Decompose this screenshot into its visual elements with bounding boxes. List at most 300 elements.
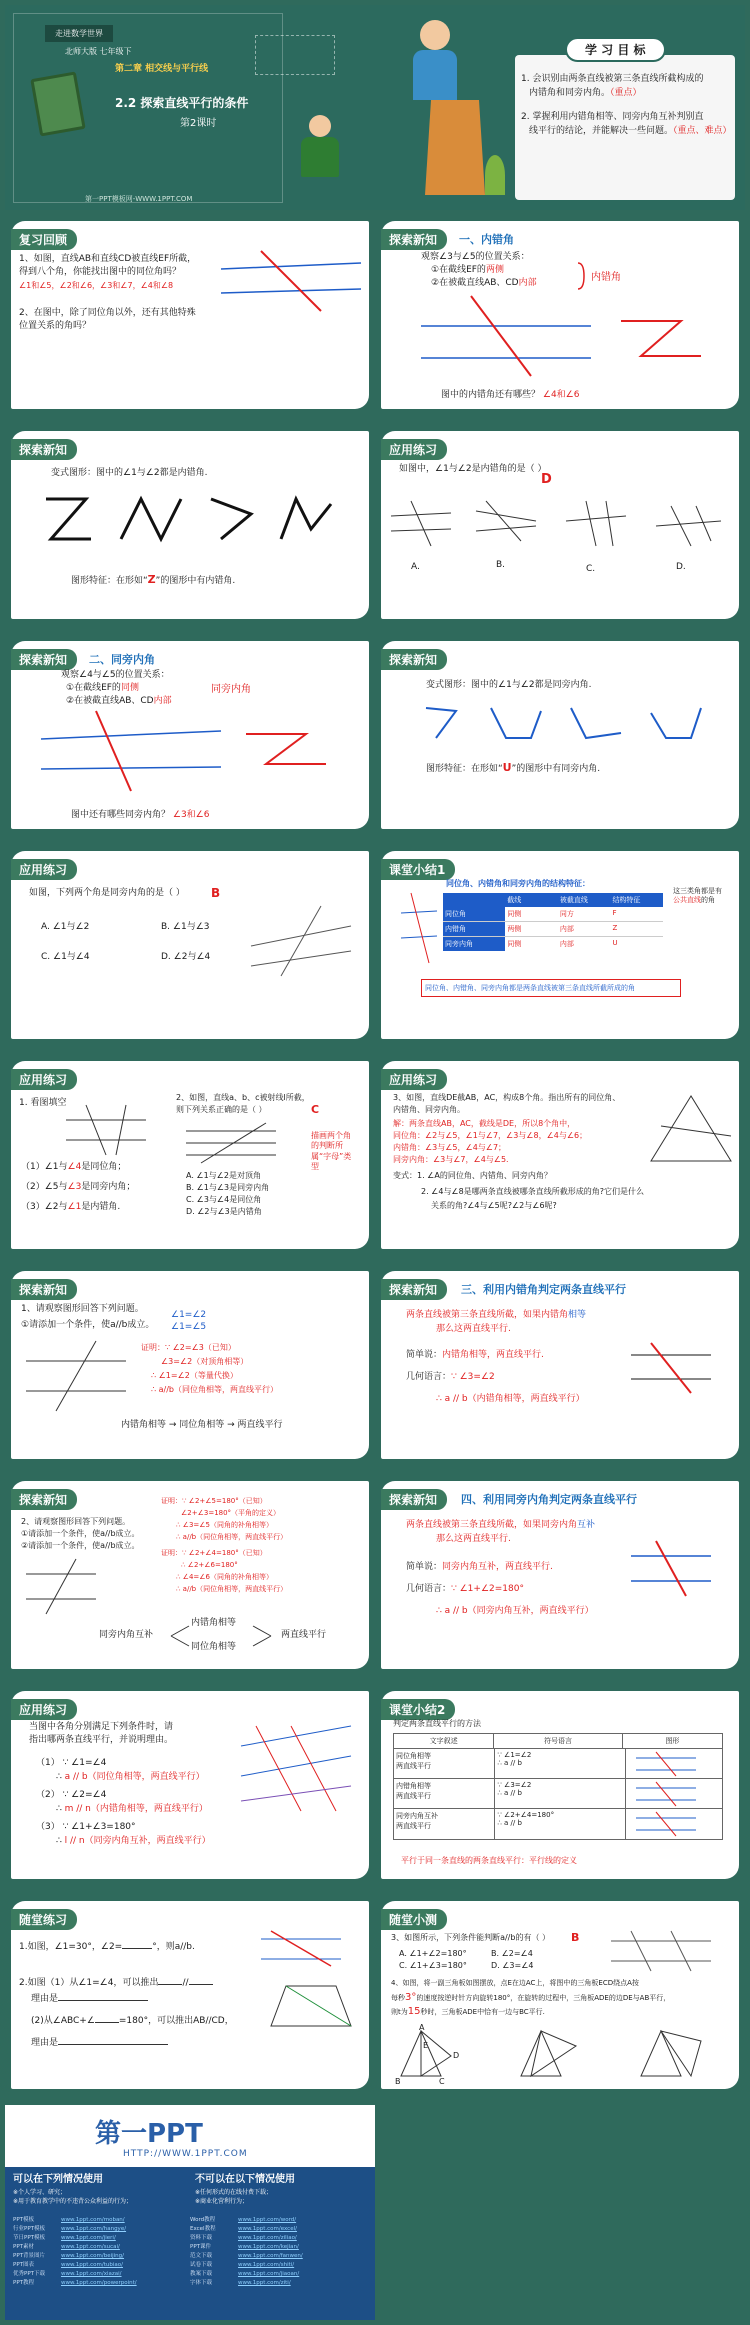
- geo-given: ∵ ∠3=∠2: [451, 1372, 495, 1382]
- cond-1: ①在截线EF的: [66, 683, 121, 693]
- question-answer: ∠3和∠6: [172, 810, 210, 820]
- slide-proof-2: [5, 1475, 375, 1675]
- col-header: 图形: [665, 1737, 680, 1745]
- footer-link[interactable]: [190, 2260, 367, 2268]
- slide-header: 探索新知: [381, 1489, 447, 1510]
- slide-header: 探索新知: [381, 649, 447, 670]
- footer-info: [5, 2167, 375, 2320]
- slide-header: 随堂练习: [11, 1909, 77, 1930]
- feature-end: ”的图形中有内错角.: [155, 576, 236, 586]
- footer-link-url[interactable]: www.1ppt.com/hangye/: [61, 2226, 127, 2232]
- q2-blank-1[interactable]: [158, 1984, 182, 1985]
- table-row: [443, 907, 663, 922]
- footer-link-url[interactable]: www.1ppt.com/excel/: [238, 2226, 297, 2232]
- fill-3-end: 是内错角.: [81, 1202, 121, 1212]
- side-tip: [311, 1131, 355, 1173]
- footer-link[interactable]: [13, 2269, 190, 2277]
- slide-alternate-angles: [375, 215, 745, 415]
- cell: 同侧: [507, 940, 522, 948]
- footer-link-url[interactable]: www.1ppt.com/jiaoan/: [238, 2271, 300, 2277]
- chain-mid-2: 同位角相等: [191, 1642, 237, 1652]
- cell: ∵ ∠2+∠4=180°: [497, 1811, 555, 1819]
- slide-quiz: [375, 1895, 745, 2095]
- footer-link[interactable]: [13, 2251, 190, 2259]
- col-header: 符号语言: [494, 1734, 623, 1748]
- site-credit: 第一PPT模板网-WWW.1PPT.COM: [85, 195, 193, 203]
- slide-same-side-angles: [5, 635, 375, 835]
- row-figure: [636, 1812, 696, 1836]
- condition-1: ∠1=∠2: [171, 1310, 207, 1320]
- cell: ∵ ∠3=∠2: [497, 1781, 532, 1789]
- q3-end: =180°，可以推出AB//CD，: [118, 2016, 234, 2026]
- footer-link-url[interactable]: www.1ppt.com/tubiao/: [61, 2262, 123, 2268]
- item-3-therefore: ∴: [56, 1836, 62, 1846]
- summary-table: [443, 893, 663, 951]
- summary-figure: [401, 893, 437, 963]
- grid-lines-figure: [241, 1726, 351, 1811]
- slide-summary-1: [375, 845, 745, 1045]
- fill-3: （3）∠2与: [21, 1202, 68, 1212]
- answer-0: 解：两条直线AB，AC，截线是DE，所以8个角中，: [393, 1119, 576, 1128]
- answer-3: 同旁内角：∠3与∠7，∠4与∠5.: [393, 1155, 509, 1164]
- question-text: 当图中各角分别满足下列条件时，请: [29, 1722, 174, 1732]
- footer-links: [13, 2215, 367, 2286]
- goal-2-num: 2.: [521, 112, 530, 122]
- footer-link-url[interactable]: www.1ppt.com/ziti/: [238, 2280, 291, 2286]
- item-2: （2） ∵ ∠2=∠4: [36, 1790, 107, 1800]
- row-figure: [636, 1782, 696, 1806]
- methods-table: [393, 1733, 723, 1840]
- simple-text: 同旁内角互补，两直线平行.: [442, 1562, 553, 1572]
- slide-rule-alternate: [375, 1265, 745, 1465]
- q3-reason-blank[interactable]: [58, 2044, 168, 2045]
- proof-3: ∴ a//b（同位角相等，两直线平行）: [151, 1385, 279, 1394]
- slide-header: 探索新知: [381, 229, 447, 250]
- forbidden-title: 不可以在以下情况使用: [195, 2174, 295, 2185]
- cell: 两直线平行: [396, 1822, 431, 1830]
- q1-figure: [261, 1931, 341, 1966]
- allowed-1: ※个人学习、研究；: [13, 2189, 67, 2196]
- option-c: C. ∠1与∠4: [41, 952, 90, 962]
- proof-5: ∴ ∠2+∠6=180°: [181, 1561, 238, 1569]
- triangle-figure: [651, 1096, 731, 1166]
- cond-1: ①在截线EF的: [431, 265, 486, 275]
- question-text: 如图，下列两个角是同旁内角的是（ ）: [29, 888, 185, 898]
- slide-proof-1: [5, 1265, 375, 1465]
- variant-1: 2. ∠4与∠8是哪两条直线被哪条直线所截形成的角?它们是什么: [421, 1187, 644, 1196]
- footer-link[interactable]: [190, 2215, 367, 2223]
- footer-brand: [5, 2105, 375, 2165]
- q1-answer: B: [571, 1931, 580, 1944]
- footer-link[interactable]: [190, 2242, 367, 2250]
- chain-mid-1: 内错角相等: [191, 1618, 237, 1628]
- col-header: 结构特征: [612, 896, 641, 904]
- option-a: A.: [411, 562, 420, 572]
- section-title: 2.2 探索直线平行的条件: [115, 96, 249, 110]
- item-1-therefore: ∴: [56, 1772, 62, 1782]
- footer-link-url[interactable]: www.1ppt.com/shiti/: [238, 2262, 295, 2268]
- col-header: [443, 893, 505, 907]
- exercise-figure: [251, 906, 351, 976]
- slide-header: 课堂小结2: [381, 1699, 455, 1720]
- simple-label: 简单说：: [406, 1562, 443, 1572]
- q2-blank-2[interactable]: [189, 1984, 213, 1985]
- footer-link-label: PPT素材: [13, 2244, 34, 2250]
- section-subtitle: 一、内错角: [459, 233, 514, 246]
- answer-2: 内错角：∠3与∠5，∠4与∠7；: [393, 1143, 507, 1152]
- cell: 同方: [559, 910, 574, 918]
- fill-2-end: 是同旁内角；: [81, 1182, 136, 1192]
- goal-2-text-b: 线平行的结论，并能解决一些问题。: [529, 126, 674, 136]
- term-label: 同旁内角: [211, 684, 251, 695]
- footer-link-label: Word教程: [190, 2217, 216, 2223]
- footer-link[interactable]: [13, 2233, 190, 2241]
- cell: 内部: [559, 940, 574, 948]
- summary-footnote: 平行于同一条直线的两条直线平行：平行线的定义: [401, 1856, 577, 1865]
- footer-link-url[interactable]: www.1ppt.com/sucai/: [61, 2244, 120, 2250]
- q3-blank[interactable]: [95, 2022, 119, 2023]
- footer-link-url[interactable]: www.1ppt.com/beijing/: [61, 2253, 125, 2259]
- q1-text: 1.如图，∠1=30°，∠2=: [19, 1942, 123, 1952]
- footer-link-label: PPT图表: [13, 2262, 34, 2268]
- u-shape-figure: [246, 729, 326, 769]
- slide-header: 探索新知: [11, 1489, 77, 1510]
- option-b: B.: [496, 560, 506, 570]
- goal-1-text-b: 内错角和同旁内角。: [529, 88, 611, 98]
- chain-arrows-icon: [171, 1621, 291, 1651]
- footer-link[interactable]: [13, 2260, 190, 2268]
- option-d: D.: [676, 562, 686, 572]
- cell: 同位角相等: [396, 1752, 431, 1760]
- q1-blank[interactable]: [122, 1948, 152, 1949]
- variant-text: 变式图形：图中的∠1与∠2都是同旁内角.: [426, 680, 592, 690]
- q2-rate: 3°: [405, 1992, 417, 2003]
- slide-header: 应用练习: [381, 439, 447, 460]
- option-d: D. ∠2与∠4: [161, 952, 211, 962]
- col-header: 被截直线: [559, 896, 588, 904]
- simple-text: 内错角相等，两直线平行.: [442, 1350, 544, 1360]
- slide-header: 探索新知: [11, 649, 77, 670]
- q2-option-d: D. ∠2与∠3是内错角: [186, 1207, 262, 1216]
- brace-icon: [576, 263, 588, 289]
- footer-link[interactable]: [13, 2242, 190, 2250]
- cell: 同位角: [443, 907, 505, 921]
- chalk-doodle-icon: [255, 35, 335, 75]
- table-row: [443, 922, 663, 937]
- chain-start: 同旁内角互补: [99, 1630, 154, 1640]
- q3-reason: 理由是: [31, 2038, 59, 2048]
- q1-end: °，则a//b.: [152, 1942, 195, 1952]
- proof-4: 证明：∵ ∠2+∠4=180°（已知）: [161, 1549, 267, 1557]
- footer-link-url[interactable]: www.1ppt.com/powerpoint/: [61, 2280, 137, 2286]
- cell: 两侧: [507, 925, 522, 933]
- forbidden-1: ※任何形式的在线付费下载；: [195, 2189, 273, 2196]
- goal-1-tag: （重点）: [610, 88, 642, 98]
- item-2-answer: m // n（内错角相等，两直线平行）: [64, 1804, 208, 1814]
- slide-u-variants: [375, 635, 745, 835]
- question-2b: 位置关系的角吗？: [19, 321, 92, 331]
- proof-1: ∠2+∠3=180°（平角的定义）: [181, 1509, 281, 1517]
- q1-option-a: A. ∠1+∠2=180°: [399, 1949, 467, 1958]
- cell: 同旁内角互补: [396, 1812, 438, 1820]
- rule-line-1: 两条直线被第三条直线所截，如果同旁内角: [406, 1520, 578, 1530]
- chain-end: 两直线平行: [281, 1630, 327, 1640]
- question-1: ①请添加一个条件，使a//b成立。: [21, 1529, 140, 1538]
- answer-1: 同位角：∠2与∠5，∠1与∠7，∠3与∠8，∠4与∠6；: [393, 1131, 588, 1140]
- cell: 同旁内角: [443, 937, 505, 951]
- goal-2-tag: （重点、难点）: [673, 126, 732, 136]
- item-1-answer: a // b（同位角相等，两直线平行）: [64, 1772, 205, 1782]
- col-header: 文字叙述: [394, 1734, 494, 1748]
- goal-1-text: 会识别由两条直线被第三条直线所截构成的: [532, 74, 704, 84]
- question-1: ①请添加一个条件，使a//b成立。: [21, 1320, 155, 1330]
- footer-link[interactable]: [190, 2278, 367, 2286]
- proof-7: ∴ a//b（同位角相等，两直线平行）: [176, 1585, 288, 1593]
- footer-link-label: PPT背景图片: [13, 2253, 45, 2259]
- slide-exercise-4: [375, 1055, 745, 1255]
- footer-link-label: 教案下载: [190, 2271, 213, 2277]
- question-text: 1、请观察图形回答下列问题。: [21, 1304, 144, 1314]
- q2-parallel: //: [182, 1978, 189, 1988]
- item-3-answer: l // n（同旁内角互补，两直线平行）: [64, 1836, 211, 1846]
- slide-header: 随堂小测: [381, 1909, 447, 1930]
- triangles-figure: [391, 2026, 731, 2081]
- series-tag: 走进数学世界: [45, 25, 113, 42]
- brand-logo: 第一PPT: [95, 2119, 203, 2149]
- row-figure: [636, 1752, 696, 1776]
- cell: F: [612, 909, 617, 917]
- footer-link[interactable]: [190, 2269, 367, 2277]
- lesson-label: 第2课时: [180, 118, 217, 129]
- slide-exercise-1: [375, 425, 745, 625]
- question-text: 如图中，∠1与∠2是内错角的是（ ）: [399, 464, 547, 474]
- brand-url: HTTP://WWW.1PPT.COM: [123, 2149, 248, 2159]
- cell: ∴ a // b: [497, 1759, 522, 1767]
- fill-1-end: 是同位角；: [81, 1162, 127, 1172]
- proof-3: ∴ a//b（同位角相等，两直线平行）: [176, 1533, 288, 1541]
- footer-link[interactable]: [190, 2224, 367, 2232]
- answer-letter: B: [211, 886, 221, 900]
- vertex-c: C: [439, 2077, 445, 2086]
- footer-link-label: 试卷下载: [190, 2262, 213, 2268]
- question-2: ②请添加一个条件，使a//b成立。: [21, 1541, 140, 1550]
- geo-label: 几何语言：: [406, 1372, 452, 1382]
- cond-2-key: 内部: [518, 278, 537, 288]
- z-variants-figure: [41, 489, 331, 549]
- question-1: 1、如图，直线AB和直线CD被直线EF所截，: [19, 254, 197, 264]
- option-b: B. ∠1与∠3: [161, 922, 210, 932]
- observe-text: 观察∠3与∠5的位置关系：: [421, 252, 530, 262]
- footer-link-label: 行业PPT模板: [13, 2226, 45, 2232]
- footer-link-url[interactable]: www.1ppt.com/ziliao/: [238, 2235, 297, 2241]
- side-note-a: 这三类角都是有: [673, 887, 722, 895]
- footer-link-url[interactable]: www.1ppt.com/word/: [238, 2217, 297, 2223]
- proof-2: ∴ ∠3=∠5（同角的补角相等）: [176, 1521, 274, 1529]
- q2-option-c: C. ∠3与∠4是同位角: [186, 1195, 262, 1204]
- cond-2-key: 内部: [153, 696, 172, 706]
- footer-link-url[interactable]: www.1ppt.com/kejian/: [238, 2244, 299, 2250]
- parallel-lines-figure: [221, 251, 361, 311]
- fill-2-answer: ∠3: [67, 1182, 82, 1192]
- slide-header: 应用练习: [11, 859, 77, 880]
- side-note-key: 公共直线: [673, 896, 701, 905]
- table-row: [443, 937, 663, 951]
- edition-label: 北师大版 七年级下: [65, 47, 132, 56]
- fill-1-answer: ∠4: [67, 1162, 82, 1172]
- plant-icon: [485, 155, 505, 195]
- side-note-b: 的角: [701, 896, 715, 905]
- footer-link-label: 字体下载: [190, 2280, 213, 2286]
- vertex-b: B: [395, 2077, 401, 2086]
- slide-summary-2: [375, 1685, 745, 1885]
- geo-result: ∴ a // b（内错角相等，两直线平行）: [436, 1394, 585, 1404]
- proof-1: ∠3=∠2（对顶角相等）: [161, 1357, 249, 1366]
- footer-link-url[interactable]: www.1ppt.com/moban/: [61, 2217, 125, 2223]
- section-subtitle: 四、利用同旁内角判定两条直线平行: [461, 1493, 637, 1506]
- footer-link-label: 范文下载: [190, 2253, 213, 2259]
- question-text-b: 指出哪两条直线平行，并说明理由。: [29, 1735, 174, 1745]
- slide-header: 探索新知: [11, 1279, 77, 1300]
- cell: 内错角: [443, 922, 505, 936]
- feature-text: 图形特征：在形如“: [71, 576, 148, 586]
- table-row: [394, 1779, 722, 1809]
- slide-exercise-5: [5, 1685, 375, 1885]
- item-2-therefore: ∴: [56, 1804, 62, 1814]
- cond-2: ②在被截直线AB、CD: [66, 696, 154, 706]
- col-header: 截线: [507, 896, 522, 904]
- cell: 两直线平行: [396, 1762, 431, 1770]
- footer-link-label: PPT课件: [190, 2244, 211, 2250]
- fill-1: （1）∠1与: [21, 1162, 68, 1172]
- q2-option-a: A. ∠1与∠2是对顶角: [186, 1171, 261, 1180]
- cond-2: ②在被截直线AB、CD: [431, 278, 519, 288]
- question-text: 3、如图，直线DE截AB，AC，构成8个角。指出所有的同位角、: [393, 1093, 621, 1102]
- cell: 内错角相等: [396, 1782, 431, 1790]
- q2-answer: C: [311, 1103, 320, 1116]
- slide-z-variants: [5, 425, 375, 625]
- proof-2: ∴ ∠1=∠2（等量代换）: [151, 1371, 238, 1380]
- geo-result: ∴ a // b（同旁内角互补，两直线平行）: [436, 1606, 594, 1616]
- q2-reason-blank[interactable]: [58, 2000, 148, 2001]
- rule-figure: [631, 1343, 711, 1393]
- footer-link[interactable]: [13, 2224, 190, 2232]
- fill-3-answer: ∠1: [67, 1202, 82, 1212]
- footer-link-url[interactable]: www.1ppt.com/jieri/: [61, 2235, 116, 2241]
- footer-link-url[interactable]: www.1ppt.com/fanwen/: [238, 2253, 303, 2259]
- goal-2-text: 掌握利用内错角相等、同旁内角互补判别直: [532, 112, 704, 122]
- cell: ∵ ∠1=∠2: [497, 1751, 532, 1759]
- q2-text-b: 则下列关系正确的是（ ）: [176, 1105, 267, 1114]
- teacher-podium-icon: [395, 20, 495, 200]
- q1-text: 3、如图所示，下列条件能判断a//b的有（ ）: [391, 1933, 551, 1942]
- variant-text: 变式图形：图中的∠1与∠2都是内错角.: [51, 468, 208, 478]
- cell: U: [612, 939, 618, 947]
- proof-6: ∴ ∠4=∠6（同角的补角相等）: [176, 1573, 274, 1581]
- option-a: A. ∠1与∠2: [41, 922, 90, 932]
- answer-letter: D: [541, 472, 552, 487]
- feature-end: ”的图形中有同旁内角.: [511, 764, 601, 774]
- side-tip-b: 判断所属“字母”类型: [311, 1141, 352, 1172]
- slide-header: 应用练习: [11, 1699, 77, 1720]
- q2-figure: [186, 1123, 276, 1163]
- q2-text: 2、如图，直线a、b、c被射线l所截，: [176, 1093, 310, 1102]
- footer-link-label: 资料下载: [190, 2235, 213, 2241]
- objectives-card: [515, 43, 735, 200]
- teacher-figure-icon: [295, 115, 345, 185]
- table-row: [394, 1749, 722, 1779]
- question-text: 图中还有哪些同旁内角？: [71, 810, 171, 820]
- q1-option-b: B. ∠2=∠4: [491, 1949, 533, 1958]
- feature-letter: Z: [147, 573, 156, 586]
- chapter-label: 第二章 相交线与平行线: [115, 64, 209, 74]
- slide-header: 应用练习: [381, 1069, 447, 1090]
- footer-link[interactable]: [190, 2233, 367, 2241]
- slide-review: [5, 215, 375, 415]
- u-variants-figure: [421, 703, 701, 743]
- q1-option-c: C. ∠1+∠3=180°: [399, 1961, 467, 1970]
- simple-label: 简单说：: [406, 1350, 443, 1360]
- allowed-2: ※用于教育教学中的不违背公众利益的行为；: [13, 2198, 133, 2205]
- footer-link-label: 节日PPT模板: [13, 2235, 45, 2241]
- geo-given: ∵ ∠1+∠2=180°: [451, 1584, 524, 1594]
- feature-letter: U: [502, 761, 512, 774]
- rule-line-1: 两条直线被第三条直线所截，如果内错角: [406, 1310, 569, 1320]
- footer-link[interactable]: [13, 2278, 190, 2286]
- option-c: C.: [586, 564, 596, 574]
- goal-1-num: 1.: [521, 74, 530, 84]
- q2-t-pre: 则t为: [391, 2008, 408, 2016]
- proof-0: 证明：∵ ∠2+∠5=180°（已知）: [161, 1497, 267, 1505]
- condition-2: ∠1=∠5: [171, 1322, 207, 1332]
- footer-link-label: PPT教程: [13, 2280, 34, 2286]
- alternate-angles-figure: [421, 296, 591, 376]
- question-text: 2、请观察图形回答下列问题。: [21, 1517, 131, 1526]
- footer-link-url[interactable]: www.1ppt.com/xiazai/: [61, 2271, 122, 2277]
- geo-label: 几何语言：: [406, 1584, 452, 1594]
- rule-line-2: 那么这两直线平行.: [436, 1534, 511, 1544]
- footer-link[interactable]: [13, 2215, 190, 2223]
- slide-header: 课堂小结1: [381, 859, 455, 880]
- rule-line-2: 那么这两直线平行.: [436, 1324, 511, 1334]
- question-2: 2、在图中，除了同位角以外，还有其他特殊: [19, 308, 196, 318]
- table-title: 同位角、内错角和同旁内角的结构特征：: [446, 879, 590, 888]
- summary-note: 同位角、内错角、同旁内角都是两条直线被第三条直线所截所成的角: [421, 979, 681, 997]
- slide-practice: [5, 1895, 375, 2095]
- table-title: 判定两条直线平行的方法: [393, 1719, 481, 1728]
- term-label: 内错角: [591, 272, 621, 283]
- cond-1-key: 同侧: [120, 683, 139, 693]
- question-1b: 得到八个角，你能找出图中的同位角吗？: [19, 267, 182, 277]
- slide-header: 复习回顾: [11, 229, 77, 250]
- q1-figure: [611, 1931, 711, 1971]
- footer-link-label: 优秀PPT下载: [13, 2271, 45, 2277]
- cond-1-key: 两侧: [485, 265, 504, 275]
- footer-panel: [5, 2105, 375, 2320]
- q2-rate-pre: 每秒: [391, 1994, 405, 2002]
- proof-figure: [26, 1559, 96, 1614]
- variant-0: 变式：1. ∠A的同位角、内错角、同旁内角？: [393, 1171, 552, 1180]
- vertex-d: D: [453, 2051, 460, 2060]
- item-3: （3） ∵ ∠1+∠3=180°: [36, 1822, 136, 1832]
- slide-rule-same-side: [375, 1475, 745, 1675]
- q2-desc: 的速度按逆时针方向旋转180°，在旋转的过程中，三角板ADE的边DE与AB平行，: [416, 1994, 671, 2002]
- cell: 内部: [559, 925, 574, 933]
- vertex-a: A: [419, 2023, 425, 2032]
- question-text-b: 内错角、同旁内角。: [393, 1105, 465, 1114]
- rule-key: 互补: [577, 1520, 596, 1530]
- cell: 同侧: [507, 910, 522, 918]
- footer-link[interactable]: [190, 2251, 367, 2259]
